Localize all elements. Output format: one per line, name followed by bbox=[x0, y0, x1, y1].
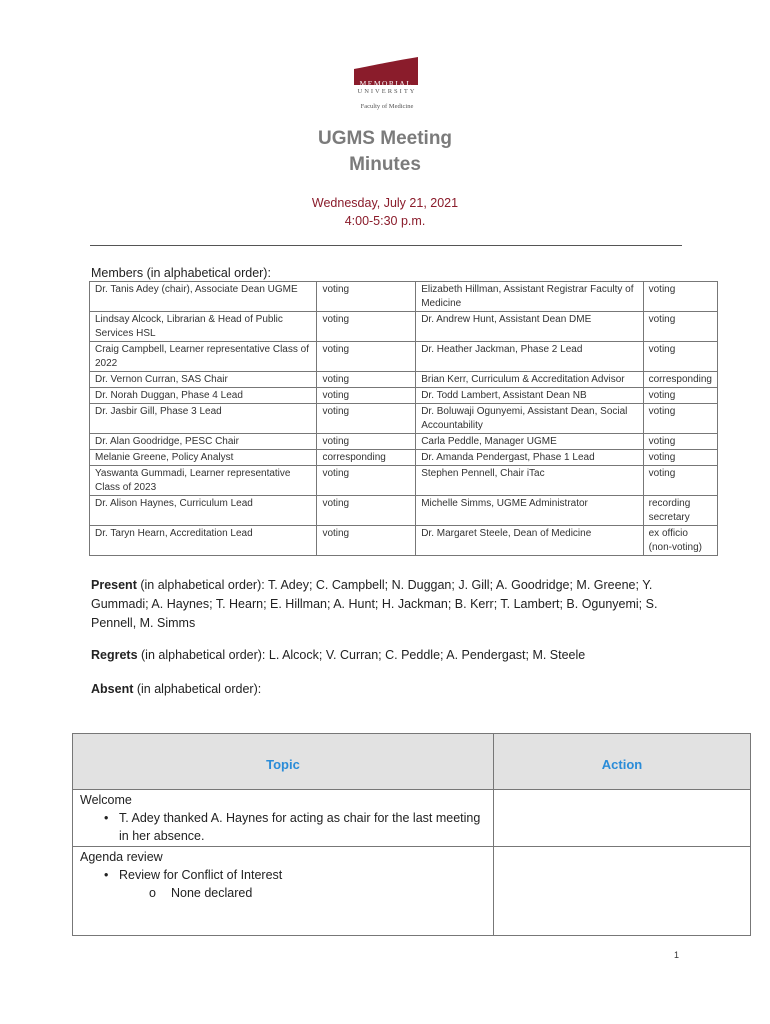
table-row bbox=[90, 466, 718, 496]
table-row bbox=[90, 496, 718, 526]
member-name: Melanie Greene, Policy Analyst bbox=[90, 450, 317, 466]
topics-table bbox=[72, 733, 751, 936]
member-status: voting bbox=[643, 404, 717, 434]
member-status: voting bbox=[643, 282, 717, 312]
table-row bbox=[90, 282, 718, 312]
member-status: voting bbox=[643, 466, 717, 496]
welcome-bullet bbox=[74, 809, 492, 845]
agenda-bullet bbox=[74, 866, 492, 884]
members-table bbox=[89, 281, 718, 556]
member-name: Dr. Amanda Pendergast, Phase 1 Lead bbox=[416, 450, 643, 466]
member-name: Carla Peddle, Manager UGME bbox=[416, 434, 643, 450]
member-status: voting bbox=[643, 434, 717, 450]
sub-bullet-icon: o bbox=[149, 886, 156, 900]
member-name: Dr. Norah Duggan, Phase 4 Lead bbox=[90, 388, 317, 404]
member-status: voting bbox=[643, 342, 717, 372]
member-name: Dr. Todd Lambert, Assistant Dean NB bbox=[416, 388, 643, 404]
table-row bbox=[90, 450, 718, 466]
welcome-bullet-text: T. Adey thanked A. Haynes for acting as chair for the last meeting in her absence. bbox=[119, 811, 481, 843]
page-number: 1 bbox=[674, 950, 680, 960]
agenda-title: Agenda review bbox=[80, 850, 163, 864]
member-name: Dr. Margaret Steele, Dean of Medicine bbox=[416, 526, 643, 556]
table-row bbox=[90, 388, 718, 404]
table-row bbox=[90, 312, 718, 342]
agenda-sub-text: None declared bbox=[171, 886, 253, 900]
member-status: voting bbox=[317, 388, 416, 404]
member-status: voting bbox=[643, 388, 717, 404]
member-name: Dr. Heather Jackman, Phase 2 Lead bbox=[416, 342, 643, 372]
member-status: voting bbox=[317, 282, 416, 312]
member-status: voting bbox=[317, 434, 416, 450]
table-row bbox=[73, 847, 751, 936]
table-row bbox=[90, 372, 718, 388]
agenda-cell bbox=[73, 847, 494, 936]
present-list: (in alphabetical order): T. Adey; C. Campbell; N. Duggan; J. Gill; A. Goodridge; M. Greene; Y. Gummadi; A. Haynes; T. Hearn; E. Hillman; A. Hunt; H. Jackman; B. Kerr; T. Lambert; B. Ogunyemi; S. Pennell, M. Simms bbox=[91, 578, 658, 630]
divider bbox=[90, 245, 682, 246]
member-status: voting bbox=[643, 450, 717, 466]
table-row bbox=[90, 526, 718, 556]
member-name: Dr. Taryn Hearn, Accreditation Lead bbox=[90, 526, 317, 556]
meeting-date bbox=[250, 194, 520, 230]
member-status: voting bbox=[317, 466, 416, 496]
table-row bbox=[90, 342, 718, 372]
welcome-cell bbox=[73, 790, 494, 847]
member-status: voting bbox=[643, 312, 717, 342]
member-status: voting bbox=[317, 312, 416, 342]
member-name: Brian Kerr, Curriculum & Accreditation Advisor bbox=[416, 372, 643, 388]
member-name: Dr. Alan Goodridge, PESC Chair bbox=[90, 434, 317, 450]
welcome-action-cell bbox=[494, 790, 751, 847]
member-name: Elizabeth Hillman, Assistant Registrar Faculty of Medicine bbox=[416, 282, 643, 312]
member-status: ex officio (non-voting) bbox=[643, 526, 717, 556]
table-row bbox=[73, 790, 751, 847]
member-name: Michelle Simms, UGME Administrator bbox=[416, 496, 643, 526]
member-status: recording secretary bbox=[643, 496, 717, 526]
member-status: voting bbox=[317, 342, 416, 372]
member-name: Dr. Boluwaji Ogunyemi, Assistant Dean, Social Accountability bbox=[416, 404, 643, 434]
member-name: Dr. Jasbir Gill, Phase 3 Lead bbox=[90, 404, 317, 434]
absent-list: (in alphabetical order): bbox=[133, 682, 262, 696]
member-status: voting bbox=[317, 372, 416, 388]
member-status: corresponding bbox=[643, 372, 717, 388]
bullet-icon: • bbox=[104, 868, 109, 882]
regrets-label: Regrets bbox=[91, 648, 138, 662]
member-status: voting bbox=[317, 526, 416, 556]
action-header: Action bbox=[494, 734, 751, 790]
table-row bbox=[90, 404, 718, 434]
member-status: corresponding bbox=[317, 450, 416, 466]
date-text: Wednesday, July 21, 2021 bbox=[311, 196, 459, 210]
regrets-paragraph bbox=[91, 646, 681, 665]
member-name: Lindsay Alcock, Librarian & Head of Public Services HSL bbox=[90, 312, 317, 342]
logo-university: UNIVERSITY bbox=[357, 88, 417, 95]
member-status: voting bbox=[317, 496, 416, 526]
absent-label: Absent bbox=[91, 682, 134, 696]
welcome-title: Welcome bbox=[80, 793, 132, 807]
table-row bbox=[90, 434, 718, 450]
title-line-2: Minutes bbox=[349, 154, 421, 175]
member-status: voting bbox=[317, 404, 416, 434]
member-name: Craig Campbell, Learner representative Class of 2022 bbox=[90, 342, 317, 372]
agenda-action-cell bbox=[494, 847, 751, 936]
member-name: Yaswanta Gummadi, Learner representative Class of 2023 bbox=[90, 466, 317, 496]
member-name: Dr. Alison Haynes, Curriculum Lead bbox=[90, 496, 317, 526]
time-text: 4:00-5:30 p.m. bbox=[344, 214, 426, 228]
regrets-list: (in alphabetical order): L. Alcock; V. Curran; C. Peddle; A. Pendergast; M. Steele bbox=[137, 648, 586, 662]
present-label: Present bbox=[91, 578, 137, 592]
absent-paragraph bbox=[91, 680, 681, 699]
agenda-sub-bullet bbox=[74, 884, 492, 902]
topic-header: Topic bbox=[73, 734, 494, 790]
members-label: Members (in alphabetical order): bbox=[91, 266, 271, 280]
member-name: Dr. Vernon Curran, SAS Chair bbox=[90, 372, 317, 388]
document-title bbox=[250, 126, 520, 178]
logo-word: MEMORIAL bbox=[359, 79, 413, 88]
member-name: Stephen Pennell, Chair iTac bbox=[416, 466, 643, 496]
agenda-bullet-text: Review for Conflict of Interest bbox=[119, 868, 283, 882]
member-name: Dr. Tanis Adey (chair), Associate Dean UGME bbox=[90, 282, 317, 312]
title-line-1: UGMS Meeting bbox=[317, 128, 453, 149]
present-paragraph bbox=[91, 576, 681, 633]
member-name: Dr. Andrew Hunt, Assistant Dean DME bbox=[416, 312, 643, 342]
bullet-icon: • bbox=[104, 811, 109, 825]
logo-faculty: Faculty of Medicine bbox=[360, 103, 414, 110]
